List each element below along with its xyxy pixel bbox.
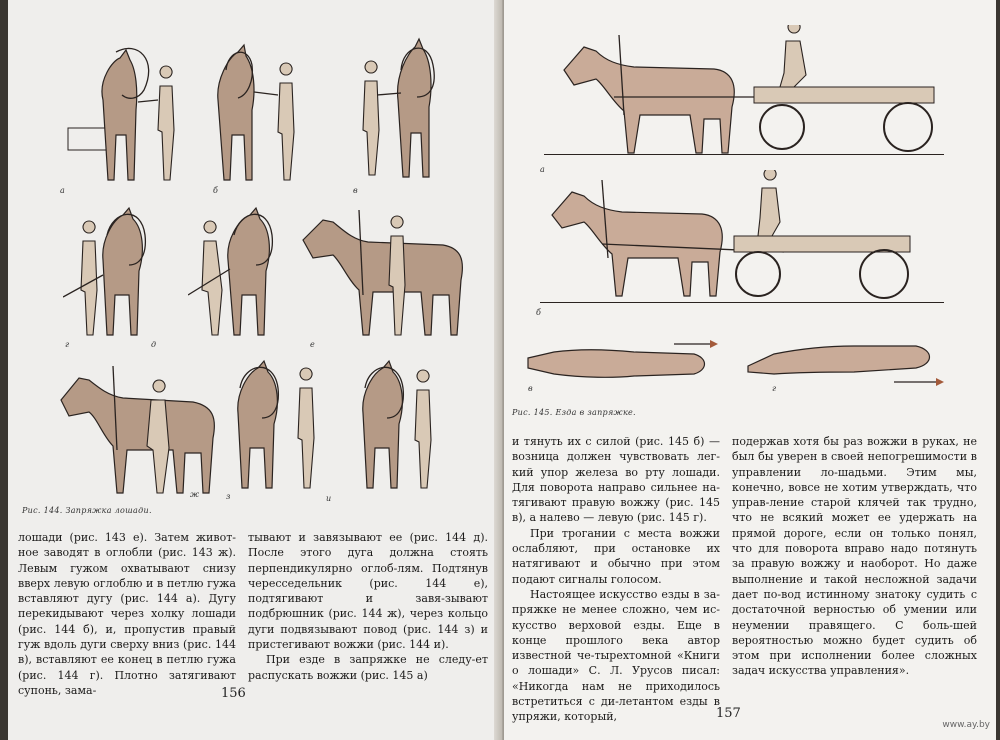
right-page — [504, 0, 996, 740]
illustration-harnessing-h — [218, 358, 328, 498]
figure-letter: в — [528, 384, 533, 393]
illustration-driving-c — [524, 338, 724, 388]
illustration-harnessing-e — [188, 205, 298, 345]
text-column-left-1 — [18, 530, 236, 698]
figure-letter: а — [540, 165, 545, 174]
illustration-harnessing-i — [343, 358, 453, 498]
page-number: 157 — [716, 706, 741, 721]
illustration-driving-d — [744, 330, 954, 390]
illustration-harnessing-g — [53, 358, 223, 498]
ground-line — [544, 154, 944, 155]
paragraph: При езде в запряжке не следу-ет распускать вожжи (рис. 145 а) — [248, 653, 488, 682]
figure-letter: ж — [190, 490, 200, 499]
text-column-right-2 — [732, 434, 977, 679]
figure-letter: б — [536, 308, 541, 317]
figure-letter: б — [213, 186, 218, 195]
illustration-driving-b — [544, 170, 924, 305]
illustration-driving-a — [554, 25, 944, 165]
paragraph: тывают и завязывают ее (рис. 144 д). После этого дуга должна стоять перпендикулярно оглоб-лям. Подтянув чересседельник (рис. 144 е), подтягивают и завя-зывают подбрюшник (рис. 144 ж), через кольцо дуги подвязывают повод (рис. 144 з) и пристегивают вожжи (рис. 144 и). — [248, 531, 488, 652]
illustration-harnessing-c — [353, 35, 463, 185]
figure-caption: Рис. 145. Езда в запряжке. — [512, 408, 636, 417]
figure-letter: в — [353, 186, 358, 195]
paragraph: подержав хотя бы раз вожжи в руках, не был бы уверен в своей непогрешимости в управлении ло-шадьми. Этим мы, конечно, вовсе не хотим утверждать, что управ-ление старой клячей так трудно, что не всякий может ее удержать на прямой дороге, если он только понял, что для поворота вправо надо потянуть за правую вожжу и наоборот. Но даже выполнение и такой несложной задачи дает по-вод истинному знатоку судить с достаточной верностью об умении или неумении правящего. С боль-шей вероятностью можно будет судить об этом при исполнении более сложных задач искусства управления». — [732, 435, 977, 678]
illustration-harnessing-d — [63, 205, 173, 345]
figure-letter: г — [772, 384, 777, 393]
paragraph: Настоящее искусство езды в за-пряжке не менее сложно, чем ис-кусство верховой езды. Еще в конце прошлого века автор известной че-тырехтомной «Книги о лошади» С. Л. Урусов писал: «Никогда нам не приходилось встретиться с ди-летантом езды в упряжи, который, — [512, 587, 720, 724]
paragraph: При трогании с места вожжи ослабляют, при остановке их натягивают и обычно при этом подают сигналы голосом. — [512, 526, 720, 586]
text-column-right-1 — [512, 434, 720, 725]
text-column-left-2 — [248, 530, 488, 683]
figure-letter: а — [60, 186, 65, 195]
ground-line — [540, 302, 944, 303]
illustration-harnessing-b — [198, 40, 308, 185]
page-number: 156 — [221, 686, 246, 701]
illustration-harnessing-f — [293, 200, 468, 345]
figure-letter: г — [65, 340, 70, 349]
paragraph: лошади (рис. 143 е). Затем живот-ное заводят в оглобли (рис. 143 ж). Левым гужом охватывают снизу вверх левую оглоблю и в петлю гужа вставляют дугу (рис. 144 а). Дугу перекидывают через холку лошади (рис. 144 б), и, пропустив правый гуж вдоль дуги сверху вниз (рис. 144 в), вставляют ее конец в петлю гужа (рис. 144 г). Плотно затягивают супонь, зама- — [18, 531, 236, 697]
figure-letter: д — [151, 340, 157, 349]
illustration-harnessing-a — [58, 40, 198, 185]
left-page — [8, 0, 503, 740]
figure-letter: е — [310, 340, 315, 349]
watermark: www.ay.by — [942, 720, 990, 730]
figure-letter: з — [226, 492, 231, 501]
paragraph: и тянуть их с силой (рис. 145 б) — возница должен чувствовать лег-кий упор железа во рту лошади. Для поворота направо сильнее на-тягивают правую вожжу (рис. 145 в), а налево — левую (рис. 145 г). — [512, 435, 720, 525]
figure-letter: и — [326, 494, 332, 503]
figure-caption: Рис. 144. Запряжка лошади. — [22, 506, 152, 515]
